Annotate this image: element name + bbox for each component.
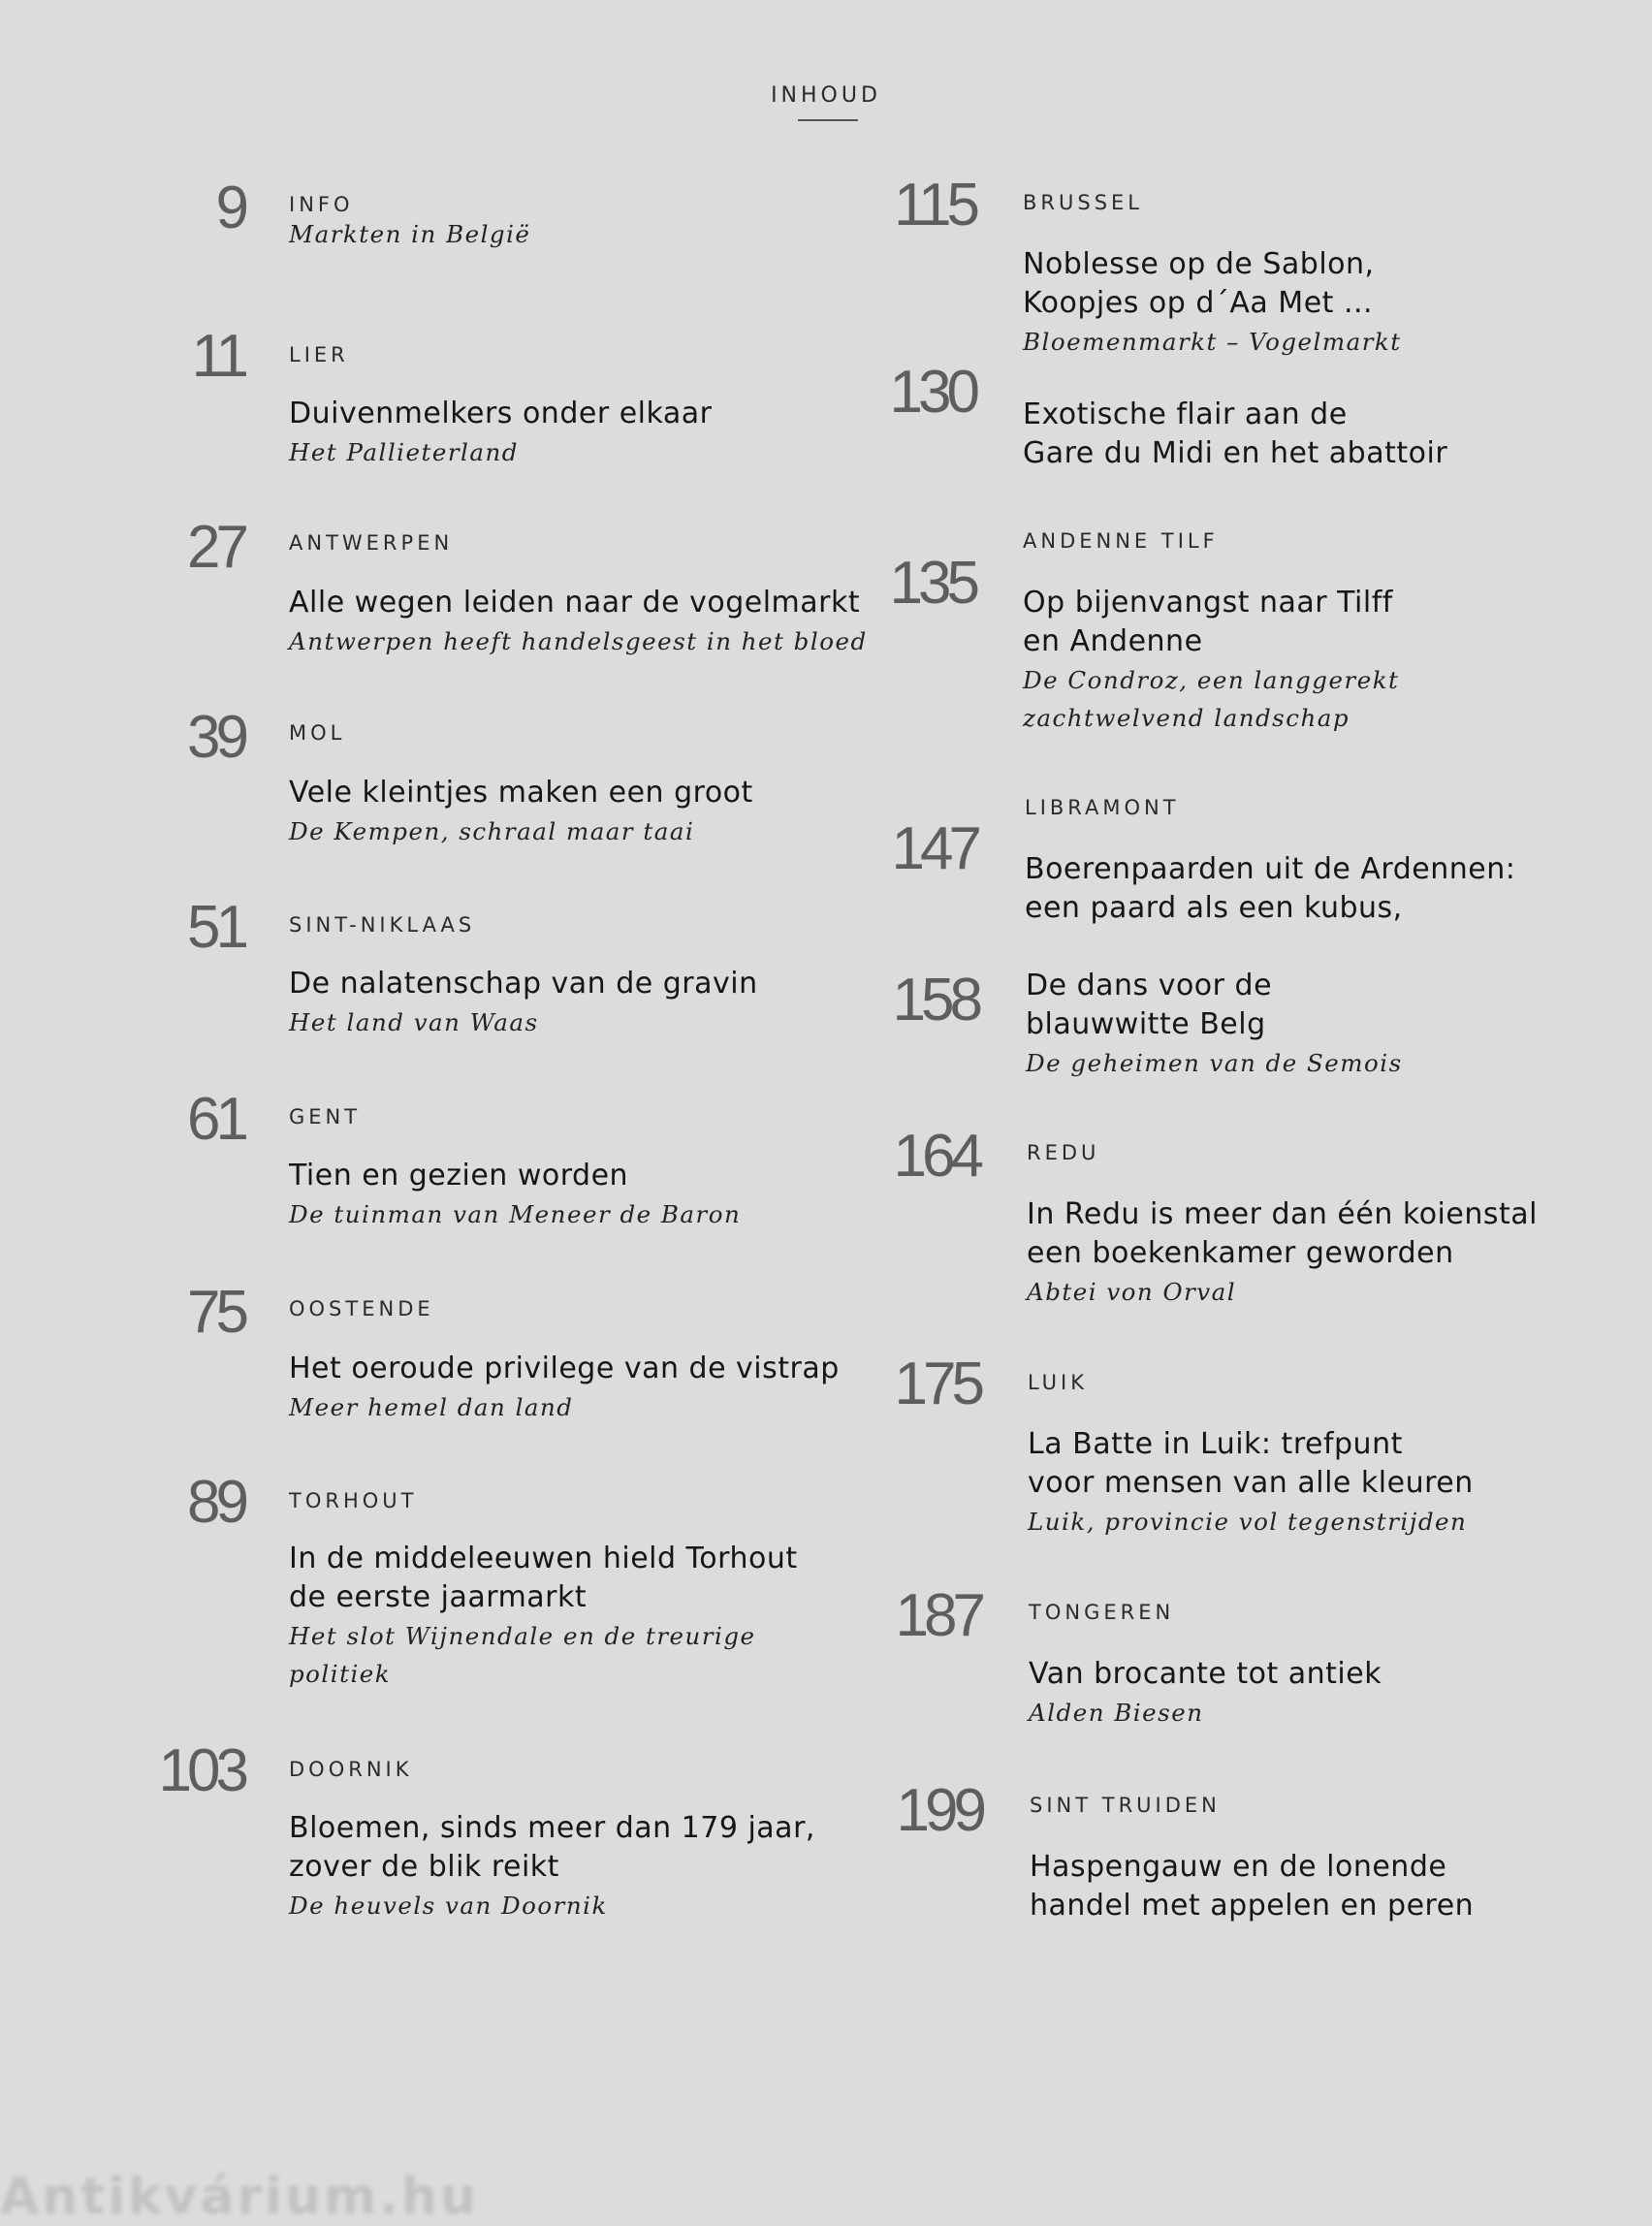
entry-title-line: Tien en gezien worden [289, 1159, 629, 1192]
entry-page-number: 164 [893, 1123, 979, 1190]
entry-subtitle-line: zachtwelvend landschap [1023, 704, 1350, 732]
entry-text-block [1030, 1848, 1474, 1925]
entry-text-block [289, 1157, 741, 1233]
entry-title-line: voor mensen van alle kleuren [1028, 1466, 1474, 1500]
page-title: INHOUD [771, 83, 881, 108]
entry-page-number: 175 [894, 1351, 980, 1417]
entry-text-block [1023, 396, 1447, 473]
entry-text-block [289, 1540, 798, 1693]
entry-subtitle-line: Alden Biesen [1029, 1699, 1204, 1727]
entry-section-label: LIBRAMONT [1025, 796, 1180, 819]
entry-section-label: REDU [1027, 1141, 1100, 1164]
entry-page-number: 11 [191, 323, 244, 390]
entry-subtitle-line: Het slot Wijnendale en de treurige [289, 1622, 756, 1650]
entry-subtitle-line: Antwerpen heeft handelsgeest in het bloed [289, 627, 868, 655]
entry-title-line: La Batte in Luik: trefpunt [1028, 1427, 1403, 1461]
entry-title-line: Gare du Midi en het abattoir [1023, 436, 1448, 470]
entry-page-number: 115 [894, 172, 975, 238]
entry-section-label: BRUSSEL [1023, 191, 1143, 214]
entry-page-number: 187 [895, 1582, 981, 1649]
entry-section-label: ANDENNE TILF [1023, 529, 1219, 553]
entry-title-line: Bloemen, sinds meer dan 179 jaar, [289, 1811, 815, 1845]
entry-page-number: 147 [891, 815, 977, 882]
entry-title-line: een paard als een kubus, [1025, 891, 1403, 925]
entry-title-line: en Andenne [1023, 624, 1203, 658]
entry-page-number: 199 [896, 1777, 982, 1844]
entry-subtitle-line: Markten in België [289, 220, 531, 248]
entry-section-label: MOL [289, 721, 346, 745]
entry-subtitle-line: Bloemenmarkt – Vogelmarkt [1023, 328, 1402, 356]
entry-text-block [1027, 1195, 1538, 1311]
entry-page-number: 130 [889, 359, 975, 426]
entry-title-line: een boekenkamer geworden [1027, 1236, 1454, 1270]
entry-subtitle-line: De heuvels van Doornik [289, 1892, 608, 1920]
entry-subtitle-line: Meer hemel dan land [289, 1393, 574, 1421]
entry-subtitle-line: Luik, provincie vol tegenstrijden [1028, 1508, 1468, 1536]
entry-page-number: 103 [158, 1737, 244, 1804]
entry-section-label: TORHOUT [289, 1489, 418, 1512]
entry-text-block [1023, 584, 1399, 737]
entry-text-block [289, 965, 758, 1041]
entry-title-line: Vele kleintjes maken een groot [289, 776, 753, 810]
entry-page-number: 158 [892, 967, 978, 1034]
entry-title-line: Haspengauw en de lonende [1030, 1850, 1447, 1884]
entry-section-label: SINT-NIKLAAS [289, 913, 476, 937]
entry-title-line: de eerste jaarmarkt [289, 1580, 588, 1614]
entry-section-label: OOSTENDE [289, 1297, 434, 1320]
entry-text-block [1026, 967, 1403, 1082]
entry-section-label: LIER [289, 343, 349, 366]
entry-title-line: Duivenmelkers onder elkaar [289, 397, 713, 430]
entry-title-line: blauwwitte Belg [1026, 1007, 1266, 1041]
entry-subtitle-line: De Condroz, een langgerekt [1023, 666, 1400, 694]
entry-page-number: 75 [187, 1279, 244, 1346]
entry-subtitle-line: Het Pallieterland [289, 438, 519, 466]
entry-title-line: Van brocante tot antiek [1029, 1657, 1382, 1691]
entry-page-number: 89 [187, 1469, 244, 1536]
entry-title-line: De dans voor de [1026, 969, 1273, 1002]
entry-text-block [1028, 1425, 1474, 1541]
entry-text-block [1025, 850, 1515, 928]
entry-title-line: Op bijenvangst naar Tilff [1023, 586, 1393, 620]
entry-section-label: SINT TRUIDEN [1030, 1794, 1221, 1817]
entry-page-number: 39 [187, 704, 244, 771]
entry-text-block [1023, 245, 1402, 361]
entry-text-block [289, 215, 530, 253]
entry-section-label: DOORNIK [289, 1758, 413, 1781]
entry-section-label: INFO [289, 193, 354, 216]
entry-section-label: ANTWERPEN [289, 531, 454, 555]
entry-section-label: LUIK [1028, 1371, 1088, 1394]
entry-title-line: zover de blik reikt [289, 1850, 559, 1884]
entry-title-line: In de middeleeuwen hield Torhout [289, 1542, 798, 1575]
entry-text-block [289, 395, 712, 471]
entry-title-line: Exotische flair aan de [1023, 398, 1348, 431]
entry-subtitle-line: Het land van Waas [289, 1008, 539, 1036]
entry-page-number: 51 [187, 894, 244, 961]
entry-title-line: De nalatenschap van de gravin [289, 967, 758, 1001]
entry-title-line: Koopjes op d´Aa Met ... [1023, 286, 1374, 320]
entry-page-number: 27 [187, 514, 244, 581]
entry-title-line: In Redu is meer dan één koienstal [1027, 1197, 1538, 1231]
entry-subtitle-line: De geheimen van de Semois [1026, 1049, 1403, 1077]
entry-subtitle-line: De Kempen, schraal maar taai [289, 817, 695, 845]
entry-subtitle-line: politiek [289, 1660, 392, 1688]
entry-page-number: 135 [889, 550, 975, 617]
entry-title-line: Boerenpaarden uit de Ardennen: [1025, 852, 1516, 886]
entry-subtitle-line: Abtei von Orval [1027, 1278, 1237, 1306]
entry-title-line: Noblesse op de Sablon, [1023, 247, 1375, 281]
entry-title-line: handel met appelen en peren [1030, 1889, 1475, 1923]
title-rule [798, 119, 858, 121]
entry-subtitle-line: De tuinman van Meneer de Baron [289, 1200, 742, 1228]
entry-title-line: Alle wegen leiden naar de vogelmarkt [289, 586, 861, 620]
entry-section-label: GENT [289, 1105, 362, 1129]
entry-text-block [1029, 1655, 1382, 1732]
entry-title-line: Het oeroude privilege van de vistrap [289, 1352, 840, 1385]
entry-page-number: 9 [215, 175, 244, 241]
entry-text-block [289, 774, 753, 850]
entry-section-label: TONGEREN [1029, 1601, 1175, 1624]
entry-page-number: 61 [187, 1086, 244, 1153]
watermark: Antikvárium.hu [0, 2168, 479, 2226]
